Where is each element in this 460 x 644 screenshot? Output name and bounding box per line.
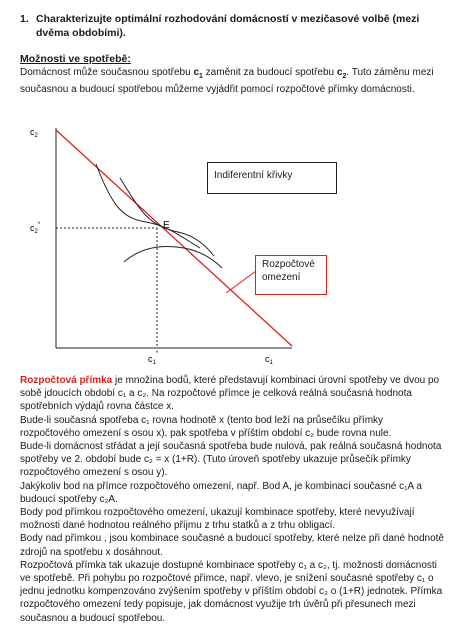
x-axis-label: $c_1$ [265, 354, 273, 366]
indifference-curve-1 [96, 164, 200, 248]
point-e-label: E [163, 220, 170, 231]
budget-graph [0, 118, 460, 368]
y-axis-label: $c_2$ [30, 127, 38, 139]
body-text [20, 374, 445, 625]
budget-label-line-2: omezení [262, 272, 301, 283]
question-number: 1. [20, 13, 29, 25]
intro-c1-sub: 1 [199, 73, 203, 80]
indifference-curve-3 [124, 247, 222, 268]
body-line-2: Bude-li současná spotřeba c₁ rovna hodnotě x (tento bod leží na průsečíku přímky rozpočtového omezení s osou x), pak spotřeba v příštím období c₂ bude rovna nule. [20, 414, 392, 439]
intro-text-1: Domácnost může současnou spotřebu [20, 67, 194, 78]
intro-c2-sub: 2 [342, 73, 347, 80]
budget-constraint-label [255, 255, 327, 295]
section-title: Možnosti ve spotřebě: [20, 53, 131, 65]
intro-text-3: . Tuto záměnu mezi současnou a budoucí spotřebou můžeme vyjádřit pomocí rozpočtové přímky domácnosti. [20, 67, 434, 96]
intro-paragraph [20, 66, 445, 96]
body-line-5: Body pod přímkou rozpočtového omezení, ukazují kombinace spotřeby, které nevyužívají možnosti dané hodnotou reálného příjmu z trhu statků a z trhu obligací. [20, 507, 415, 532]
budget-label-line-1: Rozpočtové [262, 259, 315, 270]
intro-text-2: zaměnit za budoucí spotřebu [202, 67, 337, 78]
body-line-7: Rozpočtová přímka tak ukazuje dostupné kombinace spotřeby c₁ a c₂, tj. možnosti domácnosti ve spotřebě. Při pohybu po rozpočtové přímce, např. vlevo, je snížení současné spotřeby c₁ o jednu jednotku kompenzováno zvýšením spotřeby v příštím období c₂ o (1+R) jednotek. Přímka rozpočtového omezení tedy popisuje, jak domácnost využije trh úvěrů při přesunech mezi současnou a budoucí spotřebou. [20, 559, 443, 624]
intro-c1: c [193, 67, 199, 78]
intro-c2: c [336, 67, 343, 78]
y-star-label: $c_2^*$ [30, 222, 41, 235]
x-star-label: $c_1^*$ [148, 351, 159, 366]
body-line-6: Body nad přímkou , jsou kombinace současné a budoucí spotřeby, které nelze při dané hodnotě zdrojů na spotřebu x dosáhnout. [20, 533, 444, 558]
body-line-4: Jakýkoliv bod na přímce rozpočtového omezení, např. Bod A, je kombinací současné c₁A a budoucí spotřeby c₂A. [20, 480, 422, 505]
question-text: Charakterizujte optimální rozhodování domácností v mezičasové volbě (mezi dvěma obdobími). [36, 13, 420, 39]
indifference-curve-2 [120, 178, 214, 256]
body-line-1: Rozpočtová přímka je množina bodů, které představují kombinaci úrovní spotřeby ve dvou po sobě jdoucích období c₁ a c₂. Na rozpočtové přímce je celková reálná současná hodnota spotřebních výdajů rovna částce x. [20, 375, 440, 413]
budget-label-connector [226, 271, 256, 293]
lead-term: Rozpočtová přímka [20, 375, 113, 386]
indifference-curves-label: Indiferentní křivky [207, 162, 337, 194]
body-line-3: Bude-li domácnost střádat a její současná spotřeba bude nulová, pak reálná současná hodnota spotřeby ve 2. období bude c₂ = x (1+R). (Tuto úroveň spotřeby ukazuje průsečík přímky rozpočtového omezení s osou y). [20, 441, 442, 479]
